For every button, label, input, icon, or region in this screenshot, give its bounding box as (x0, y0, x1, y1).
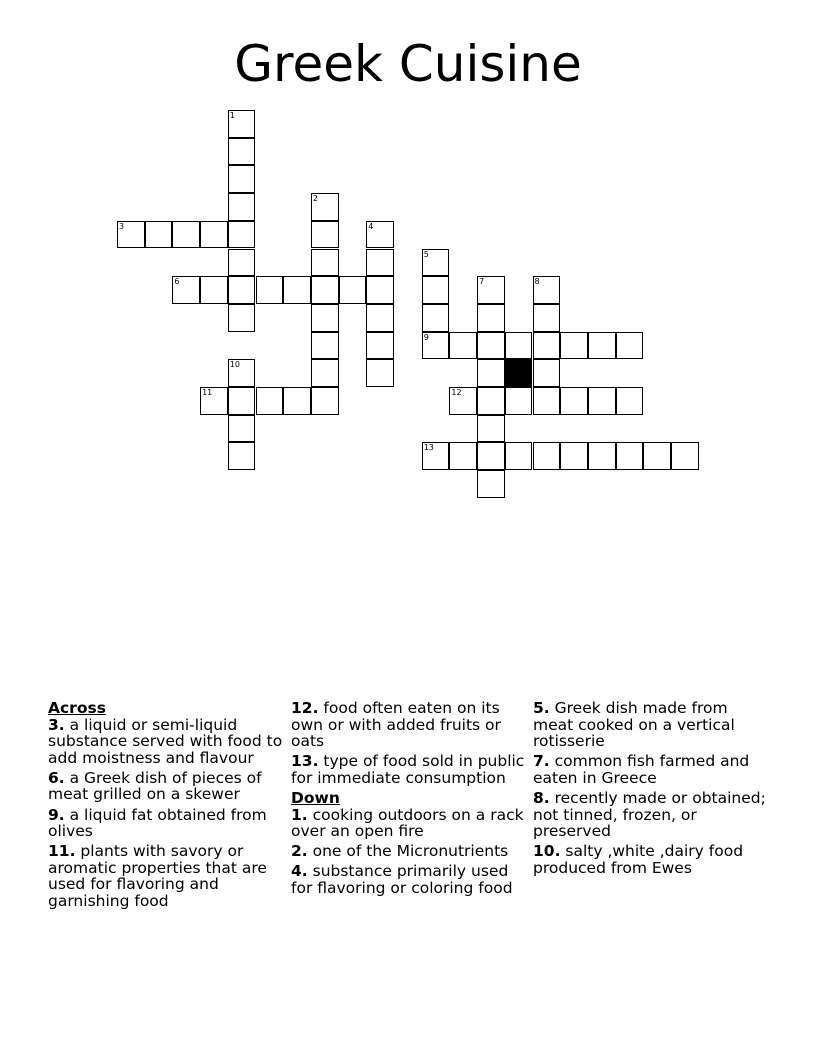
grid-cell[interactable] (283, 387, 311, 415)
grid-cell[interactable] (422, 332, 450, 360)
grid-cell[interactable] (256, 387, 284, 415)
clue-down-2 (291, 843, 526, 860)
cell-number: 5 (423, 249, 429, 259)
clues-column-3 (533, 700, 768, 880)
cell-number: 9 (423, 332, 429, 342)
grid-cell[interactable] (311, 332, 339, 360)
clue-text: a Greek dish of pieces of meat grilled on a skewer (48, 768, 262, 804)
clue-number: 6. (48, 768, 65, 787)
grid-cell[interactable] (228, 110, 256, 138)
grid-cell[interactable] (228, 359, 256, 387)
clue-text: recently made or obtained; not tinned, frozen, or preserved (533, 788, 766, 841)
cell-number: 8 (534, 277, 540, 287)
grid-cell[interactable] (311, 387, 339, 415)
grid-cell[interactable] (228, 276, 256, 304)
grid-cell[interactable] (172, 276, 200, 304)
grid-cell[interactable] (422, 304, 450, 332)
cell-number: 2 (312, 194, 318, 204)
grid-cell[interactable] (311, 193, 339, 221)
grid-cell[interactable] (477, 387, 505, 415)
clue-across-9 (48, 807, 283, 840)
clue-number: 13. (291, 752, 319, 771)
grid-cell[interactable] (366, 249, 394, 277)
grid-cell[interactable] (560, 442, 588, 470)
clue-text: food often eaten on its own or with added fruits or oats (291, 699, 501, 751)
grid-cell[interactable] (366, 276, 394, 304)
clue-text: common fish farmed and eaten in Greece (533, 752, 750, 787)
cell-number: 1 (229, 111, 235, 120)
grid-cell[interactable] (256, 276, 284, 304)
grid-cell[interactable] (449, 387, 477, 415)
clue-number: 3. (48, 715, 65, 734)
grid-cell[interactable] (311, 249, 339, 277)
clue-text: plants with savory or aromatic properties that are used for flavoring and garnishing food (48, 842, 267, 911)
grid-cell[interactable] (533, 387, 561, 415)
grid-cell[interactable] (533, 276, 561, 304)
grid-cell[interactable] (422, 442, 450, 470)
grid-cell[interactable] (533, 359, 561, 387)
clue-number: 2. (291, 842, 308, 861)
clue-down-5 (533, 700, 768, 750)
grid-cell[interactable] (228, 387, 256, 415)
grid-cell[interactable] (477, 332, 505, 360)
clue-text: Greek dish made from meat cooked on a vertical rotisserie (533, 699, 735, 751)
clue-down-4 (291, 863, 526, 896)
grid-cell[interactable] (311, 304, 339, 332)
grid-cell[interactable] (311, 221, 339, 249)
grid-cell[interactable] (228, 193, 256, 221)
grid-cell[interactable] (505, 442, 533, 470)
clue-number: 11. (48, 842, 76, 861)
cell-number: 6 (174, 277, 180, 287)
clue-number: 1. (291, 805, 308, 824)
clue-text: a liquid fat obtained from olives (48, 805, 267, 841)
grid-cell[interactable] (117, 221, 145, 249)
clue-text: type of food sold in public for immediate consumption (291, 752, 525, 787)
grid-cell[interactable] (449, 332, 477, 360)
grid-cell[interactable] (228, 415, 256, 443)
clue-down-7 (533, 753, 768, 786)
clue-across-11 (48, 843, 283, 909)
grid-cell[interactable] (477, 415, 505, 443)
grid-cell[interactable] (616, 332, 644, 360)
across-heading: Across (48, 699, 106, 717)
grid-cell[interactable] (560, 387, 588, 415)
clue-down-1 (291, 807, 526, 840)
grid-cell[interactable] (200, 387, 228, 415)
grid-cell[interactable] (145, 221, 173, 249)
clue-across-3 (48, 717, 283, 767)
grid-cell[interactable] (422, 276, 450, 304)
grid-cell[interactable] (311, 276, 339, 304)
grid-cell[interactable] (283, 276, 311, 304)
clue-number: 9. (48, 805, 65, 824)
grid-cell[interactable] (228, 221, 256, 249)
clue-across-13 (291, 753, 526, 786)
clues-column-2 (291, 700, 526, 900)
grid-cell[interactable] (588, 442, 616, 470)
cell-number: 4 (368, 221, 374, 231)
grid-cell[interactable] (616, 387, 644, 415)
cell-number: 11 (202, 388, 213, 397)
grid-cell[interactable] (533, 442, 561, 470)
grid-cell[interactable] (588, 332, 616, 360)
clue-text: substance primarily used for flavoring or coloring food (291, 862, 513, 897)
grid-cell[interactable] (339, 276, 367, 304)
grid-cell[interactable] (311, 359, 339, 387)
clue-across-12 (291, 700, 526, 750)
grid-cell[interactable] (477, 359, 505, 387)
grid-cell[interactable] (200, 276, 228, 304)
grid-cell[interactable] (366, 221, 394, 249)
grid-cell[interactable] (505, 387, 533, 415)
grid-cell[interactable] (366, 304, 394, 332)
grid-cell[interactable] (477, 276, 505, 304)
clue-down-10 (533, 843, 768, 876)
grid-cell[interactable] (588, 387, 616, 415)
grid-cell[interactable] (228, 138, 256, 166)
grid-cell[interactable] (477, 304, 505, 332)
grid-cell[interactable] (366, 332, 394, 360)
puzzle-title: Greek Cuisine (234, 35, 582, 93)
grid-cell[interactable] (616, 442, 644, 470)
clue-number: 4. (291, 862, 308, 881)
grid-cell[interactable] (505, 332, 533, 360)
clue-text: salty ,white ,dairy food produced from Ewes (533, 842, 744, 877)
clue-number: 10. (533, 842, 561, 861)
clue-text: one of the Micronutrients (307, 842, 509, 861)
clue-across-6 (48, 770, 283, 803)
black-cell (505, 359, 533, 387)
down-heading: Down (291, 788, 340, 807)
grid-cell[interactable] (560, 332, 588, 360)
cell-number: 12 (451, 388, 462, 397)
clue-number: 12. (291, 699, 319, 717)
grid-cell[interactable] (477, 442, 505, 470)
grid-cell[interactable] (533, 332, 561, 360)
grid-cell[interactable] (533, 304, 561, 332)
clue-text: cooking outdoors on a rack over an open fire (291, 805, 524, 841)
clue-number: 8. (533, 788, 550, 807)
grid-cell[interactable] (366, 359, 394, 387)
grid-cell[interactable] (228, 165, 256, 193)
grid-cell[interactable] (228, 442, 256, 470)
clue-text: a liquid or semi-liquid substance served with food to add moistness and flavour (48, 715, 283, 767)
grid-cell[interactable] (671, 442, 699, 470)
grid-cell[interactable] (228, 304, 256, 332)
grid-cell[interactable] (449, 442, 477, 470)
clues-column-1 (48, 700, 283, 913)
grid-cell[interactable] (422, 249, 450, 277)
cell-number: 13 (423, 443, 434, 453)
clue-number: 7. (533, 752, 550, 771)
cell-number: 3 (119, 221, 125, 231)
grid-cell[interactable] (172, 221, 200, 249)
clue-down-8 (533, 790, 768, 840)
clue-number: 5. (533, 699, 550, 717)
grid-cell[interactable] (477, 470, 505, 498)
cell-number: 10 (229, 360, 240, 370)
grid-cell[interactable] (643, 442, 671, 470)
grid-cell[interactable] (200, 221, 228, 249)
cell-number: 7 (479, 277, 485, 287)
grid-cell[interactable] (228, 249, 256, 277)
